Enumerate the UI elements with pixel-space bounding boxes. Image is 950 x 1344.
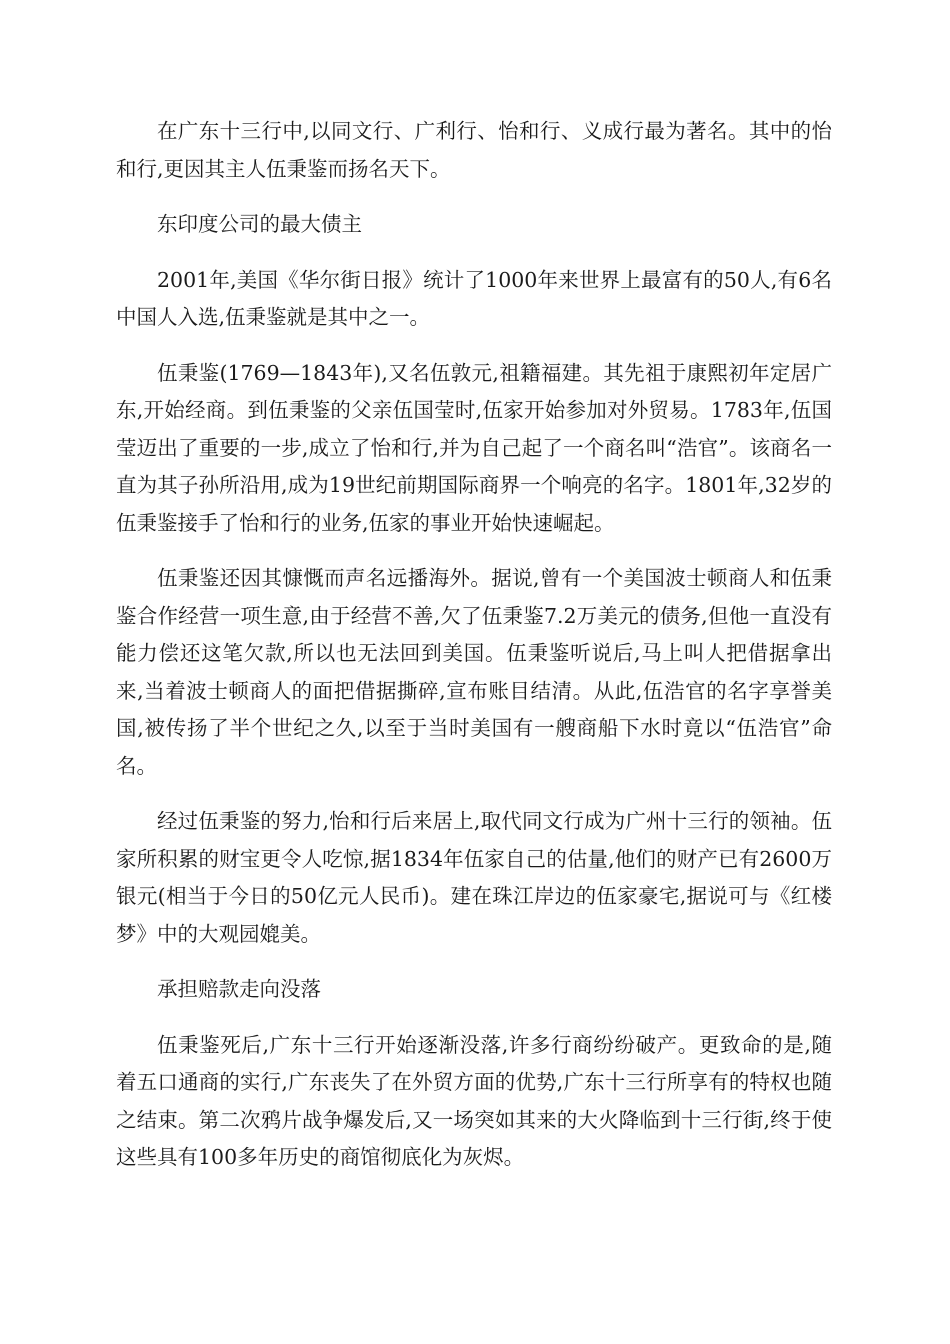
paragraph-wealth: 经过伍秉鉴的努力,怡和行后来居上,取代同文行成为广州十三行的领袖。伍家所积累的财宝更令人吃惊,据1834年伍家自己的估量,他们的财产已有2600万银元(相当于今日的50亿元人民币)。建在珠江岸边的伍家豪宅,据说可与《红楼梦》中的大观园媲美。 [116, 809, 832, 946]
section-heading-decline: 承担赔款走向没落 [157, 977, 321, 1001]
paragraph-decline: 伍秉鉴死后,广东十三行开始逐渐没落,许多行商纷纷破产。更致命的是,随着五口通商的实行,广东丧失了在外贸方面的优势,广东十三行所享有的特权也随之结束。第二次鸦片战争爆发后,又一场突如其来的大火降临到十三行街,终于使这些具有100多年历史的商馆彻底化为灰烬。 [116, 1032, 832, 1169]
paragraph-intro: 在广东十三行中,以同文行、广利行、怡和行、义成行最为著名。其中的怡和行,更因其主人伍秉鉴而扬名天下。 [116, 119, 832, 181]
section-heading-east-india: 东印度公司的最大债主 [157, 212, 362, 236]
paragraph-wsj-ranking: 2001年,美国《华尔街日报》统计了1000年来世界上最富有的50人,有6名中国人入选,伍秉鉴就是其中之一。 [116, 267, 832, 329]
paragraph-generosity: 伍秉鉴还因其慷慨而声名远播海外。据说,曾有一个美国波士顿商人和伍秉鉴合作经营一项生意,由于经营不善,欠了伍秉鉴7.2万美元的债务,但他一直没有能力偿还这笔欠款,所以也无法回到美国。伍秉鉴听说后,马上叫人把借据拿出来,当着波士顿商人的面把借据撕碎,宣布账目结清。从此,伍浩官的名字享誉美国,被传扬了半个世纪之久,以至于当时美国有一艘商船下水时竟以“伍浩官”命名。 [116, 566, 832, 778]
paragraph-biography: 伍秉鉴(1769—1843年),又名伍敦元,祖籍福建。其先祖于康熙初年定居广东,开始经商。到伍秉鉴的父亲伍国莹时,伍家开始参加对外贸易。1783年,伍国莹迈出了重要的一步,成立了怡和行,并为自己起了一个商名叫“浩官”。该商名一直为其子孙所沿用,成为19世纪前期国际商界一个响亮的名字。1801年,32岁的伍秉鉴接手了怡和行的业务,伍家的事业开始快速崛起。 [116, 360, 832, 535]
document-body [116, 113, 832, 1195]
